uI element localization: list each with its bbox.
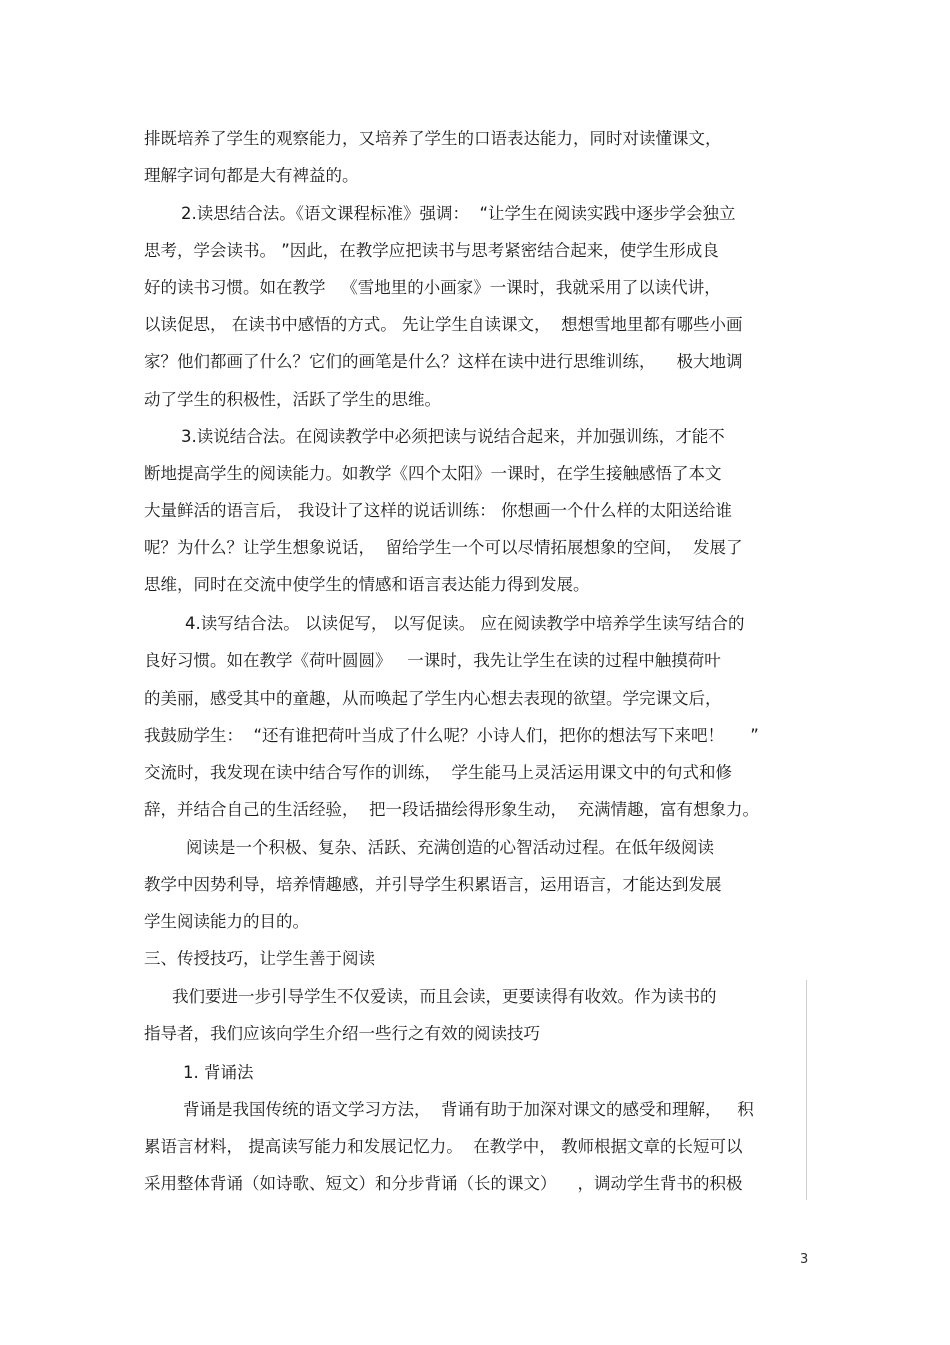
text-line: 动了学生的积极性，活跃了学生的思维。	[144, 390, 441, 409]
text-line: 理解字词句都是大有裨益的。	[144, 166, 359, 185]
margin-rule	[806, 980, 807, 1200]
text-line: 以读促思， 在读书中感悟的方式。 先让学生自读课文， 想想雪地里都有哪些小画	[144, 315, 743, 334]
text-line: 3.读说结合法。在阅读教学中必须把读与说结合起来，并加强训练，才能不	[181, 427, 725, 446]
page-number: 3	[800, 1252, 809, 1267]
text-line: 大量鲜活的语言后， 我设计了这样的说话训练： 你想画一个什么样的太阳送给谁	[144, 501, 732, 520]
text-line: 家？他们都画了什么？它们的画笔是什么？这样在读中进行思维训练， 极大地调	[144, 352, 743, 371]
text-line: 阅读是一个积极、复杂、活跃、充满创造的心智活动过程。在低年级阅读	[186, 838, 714, 857]
subheading: 1. 背诵法	[183, 1063, 254, 1082]
text-line: 思考，学会读书。 ”因此，在教学应把读书与思考紧密结合起来，使学生形成良	[144, 241, 719, 260]
text-line: 断地提高学生的阅读能力。如教学《四个太阳》一课时，在学生接触感悟了本文	[144, 464, 722, 483]
text-line: 我鼓励学生： “还有谁把荷叶当成了什么呢？小诗人们，把你的想法写下来吧！ ”	[144, 726, 759, 745]
text-line: 的美丽，感受其中的童趣，从而唤起了学生内心想去表现的欲望。学完课文后，	[144, 689, 722, 708]
text-line: 我们要进一步引导学生不仅爱读，而且会读，更要读得有收效。作为读书的	[172, 987, 717, 1006]
text-line: 好的读书习惯。如在教学 《雪地里的小画家》一课时，我就采用了以读代讲，	[144, 278, 721, 297]
text-line: 指导者，我们应该向学生介绍一些行之有效的阅读技巧	[144, 1024, 540, 1043]
text-line: 2.读思结合法。《语文课程标准》强调： “让学生在阅读实践中逐步学会独立	[181, 204, 736, 223]
text-line: 良好习惯。如在教学《荷叶圆圆》 一课时，我先让学生在读的过程中触摸荷叶	[144, 651, 721, 670]
text-line: 思维，同时在交流中使学生的情感和语言表达能力得到发展。	[144, 575, 590, 594]
text-line: 辞，并结合自己的生活经验， 把一段话描绘得形象生动， 充满情趣，富有想象力。	[144, 800, 759, 819]
text-line: 累语言材料， 提高读写能力和发展记忆力。 在教学中， 教师根据文章的长短可以	[144, 1137, 743, 1156]
text-line: 采用整体背诵（如诗歌、短文）和分步背诵（长的课文） ，调动学生背书的积极	[144, 1174, 743, 1193]
text-line: 教学中因势利导，培养情趣感，并引导学生积累语言，运用语言，才能达到发展	[144, 875, 722, 894]
text-line: 学生阅读能力的目的。	[144, 912, 309, 931]
section-heading: 三、传授技巧，让学生善于阅读	[144, 949, 375, 968]
text-line: 排既培养了学生的观察能力，又培养了学生的口语表达能力，同时对读懂课文，	[144, 129, 722, 148]
text-line: 背诵是我国传统的语文学习方法， 背诵有助于加深对课文的感受和理解， 积	[183, 1100, 754, 1119]
text-line: 呢？为什么？让学生想象说话， 留给学生一个可以尽情拓展想象的空间， 发展了	[144, 538, 743, 557]
text-line: 交流时，我发现在读中结合写作的训练， 学生能马上灵活运用课文中的句式和修	[144, 763, 732, 782]
text-line: 4.读写结合法。 以读促写， 以写促读。 应在阅读教学中培养学生读写结合的	[185, 614, 745, 633]
